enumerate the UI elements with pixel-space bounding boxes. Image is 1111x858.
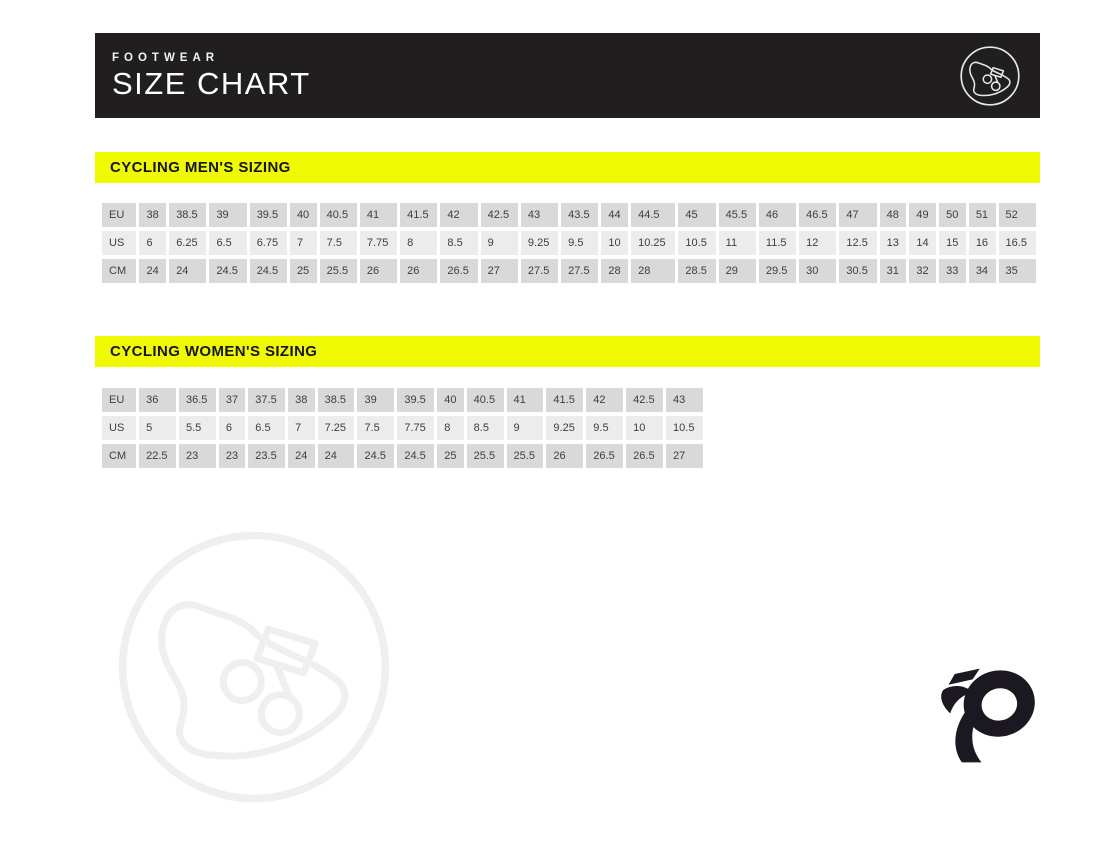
size-cell: 46.5 <box>799 203 836 227</box>
size-cell: 43 <box>521 203 558 227</box>
size-cell: 9 <box>507 416 544 440</box>
size-cell: 23 <box>219 444 245 468</box>
size-cell: 6.75 <box>250 231 287 255</box>
size-cell: 32 <box>909 259 936 283</box>
size-cell: 45 <box>678 203 715 227</box>
size-cell: 7.5 <box>320 231 357 255</box>
size-cell: 31 <box>880 259 907 283</box>
size-cell: 37.5 <box>248 388 285 412</box>
size-cell: 38.5 <box>169 203 206 227</box>
size-cell: 10 <box>626 416 663 440</box>
row-label: US <box>102 231 136 255</box>
size-cell: 28 <box>601 259 628 283</box>
size-cell: 43 <box>666 388 703 412</box>
size-cell: 10.5 <box>678 231 715 255</box>
size-cell: 23.5 <box>248 444 285 468</box>
size-cell: 38 <box>139 203 166 227</box>
size-cell: 7.25 <box>318 416 355 440</box>
size-cell: 25 <box>290 259 317 283</box>
size-cell: 37 <box>219 388 245 412</box>
size-cell: 9.5 <box>561 231 598 255</box>
size-cell: 24.5 <box>209 259 246 283</box>
page-title: SIZE CHART <box>112 66 311 101</box>
section-heading-womens: CYCLING WOMEN'S SIZING <box>95 336 1040 367</box>
size-cell: 7.75 <box>397 416 434 440</box>
size-cell: 39.5 <box>250 203 287 227</box>
row-label: EU <box>102 388 136 412</box>
size-cell: 27.5 <box>521 259 558 283</box>
size-cell: 8.5 <box>467 416 504 440</box>
size-cell: 6 <box>219 416 245 440</box>
size-cell: 15 <box>939 231 966 255</box>
size-cell: 6 <box>139 231 166 255</box>
size-cell: 30 <box>799 259 836 283</box>
row-label: US <box>102 416 136 440</box>
size-cell: 24.5 <box>397 444 434 468</box>
size-cell: 8 <box>400 231 437 255</box>
size-cell: 42.5 <box>626 388 663 412</box>
size-cell: 36.5 <box>179 388 216 412</box>
size-cell: 34 <box>969 259 996 283</box>
size-cell: 28 <box>631 259 675 283</box>
size-row-eu <box>102 388 703 412</box>
cycling-shoe-watermark-icon <box>108 521 400 813</box>
size-cell: 41.5 <box>546 388 583 412</box>
size-cell: 24 <box>288 444 314 468</box>
size-row-eu <box>102 203 1036 227</box>
size-cell: 26.5 <box>440 259 477 283</box>
size-cell: 26.5 <box>626 444 663 468</box>
pearl-izumi-logo <box>927 666 1045 766</box>
size-cell: 27 <box>481 259 518 283</box>
size-cell: 25.5 <box>467 444 504 468</box>
size-cell: 48 <box>880 203 907 227</box>
size-cell: 26 <box>546 444 583 468</box>
size-cell: 27.5 <box>561 259 598 283</box>
size-row-cm <box>102 444 703 468</box>
size-cell: 44 <box>601 203 628 227</box>
size-cell: 7.5 <box>357 416 394 440</box>
size-cell: 39 <box>209 203 246 227</box>
size-cell: 43.5 <box>561 203 598 227</box>
size-cell: 13 <box>880 231 907 255</box>
size-cell: 9.5 <box>586 416 623 440</box>
size-cell: 46 <box>759 203 796 227</box>
size-cell: 25.5 <box>507 444 544 468</box>
size-cell: 8 <box>437 416 463 440</box>
size-cell: 47 <box>839 203 876 227</box>
size-cell: 26.5 <box>586 444 623 468</box>
size-cell: 22.5 <box>139 444 176 468</box>
header-banner <box>95 33 1040 118</box>
size-cell: 26 <box>360 259 397 283</box>
size-cell: 30.5 <box>839 259 876 283</box>
size-cell: 6.5 <box>209 231 246 255</box>
size-cell: 52 <box>999 203 1036 227</box>
size-cell: 36 <box>139 388 176 412</box>
size-cell: 49 <box>909 203 936 227</box>
size-cell: 14 <box>909 231 936 255</box>
size-cell: 24 <box>139 259 166 283</box>
size-cell: 40.5 <box>467 388 504 412</box>
size-cell: 38.5 <box>318 388 355 412</box>
size-cell: 11 <box>719 231 756 255</box>
mens-sizing-table <box>99 199 1039 287</box>
size-cell: 24.5 <box>250 259 287 283</box>
size-cell: 7 <box>290 231 317 255</box>
size-cell: 28.5 <box>678 259 715 283</box>
row-label: CM <box>102 444 136 468</box>
size-row-us <box>102 416 703 440</box>
size-cell: 24 <box>318 444 355 468</box>
size-cell: 5 <box>139 416 176 440</box>
size-cell: 9.25 <box>521 231 558 255</box>
size-row-cm <box>102 259 1036 283</box>
size-cell: 42 <box>586 388 623 412</box>
womens-sizing-table <box>99 384 706 472</box>
size-cell: 27 <box>666 444 703 468</box>
size-cell: 24.5 <box>357 444 394 468</box>
size-cell: 44.5 <box>631 203 675 227</box>
size-cell: 5.5 <box>179 416 216 440</box>
size-cell: 11.5 <box>759 231 796 255</box>
size-cell: 7.75 <box>360 231 397 255</box>
size-cell: 40 <box>290 203 317 227</box>
size-cell: 33 <box>939 259 966 283</box>
size-cell: 51 <box>969 203 996 227</box>
size-cell: 29.5 <box>759 259 796 283</box>
size-cell: 50 <box>939 203 966 227</box>
header-titles <box>112 52 311 99</box>
size-cell: 6.5 <box>248 416 285 440</box>
size-cell: 12.5 <box>839 231 876 255</box>
size-cell: 25.5 <box>320 259 357 283</box>
row-label: CM <box>102 259 136 283</box>
size-cell: 25 <box>437 444 463 468</box>
size-cell: 10 <box>601 231 628 255</box>
size-cell: 40 <box>437 388 463 412</box>
size-cell: 41.5 <box>400 203 437 227</box>
size-cell: 41 <box>507 388 544 412</box>
row-label: EU <box>102 203 136 227</box>
size-cell: 29 <box>719 259 756 283</box>
size-cell: 45.5 <box>719 203 756 227</box>
size-cell: 8.5 <box>440 231 477 255</box>
size-cell: 9 <box>481 231 518 255</box>
size-row-us <box>102 231 1036 255</box>
cycling-shoe-icon <box>958 44 1022 108</box>
size-cell: 39.5 <box>397 388 434 412</box>
size-cell: 40.5 <box>320 203 357 227</box>
size-cell: 10.5 <box>666 416 703 440</box>
size-cell: 42.5 <box>481 203 518 227</box>
size-cell: 24 <box>169 259 206 283</box>
header-eyebrow: FOOTWEAR <box>112 52 220 64</box>
size-cell: 26 <box>400 259 437 283</box>
size-cell: 41 <box>360 203 397 227</box>
size-cell: 9.25 <box>546 416 583 440</box>
size-cell: 7 <box>288 416 314 440</box>
size-cell: 35 <box>999 259 1036 283</box>
size-cell: 6.25 <box>169 231 206 255</box>
size-cell: 39 <box>357 388 394 412</box>
size-cell: 10.25 <box>631 231 675 255</box>
size-cell: 12 <box>799 231 836 255</box>
size-cell: 16.5 <box>999 231 1036 255</box>
size-cell: 16 <box>969 231 996 255</box>
size-cell: 42 <box>440 203 477 227</box>
section-heading-mens: CYCLING MEN'S SIZING <box>95 152 1040 183</box>
size-cell: 23 <box>179 444 216 468</box>
size-cell: 38 <box>288 388 314 412</box>
